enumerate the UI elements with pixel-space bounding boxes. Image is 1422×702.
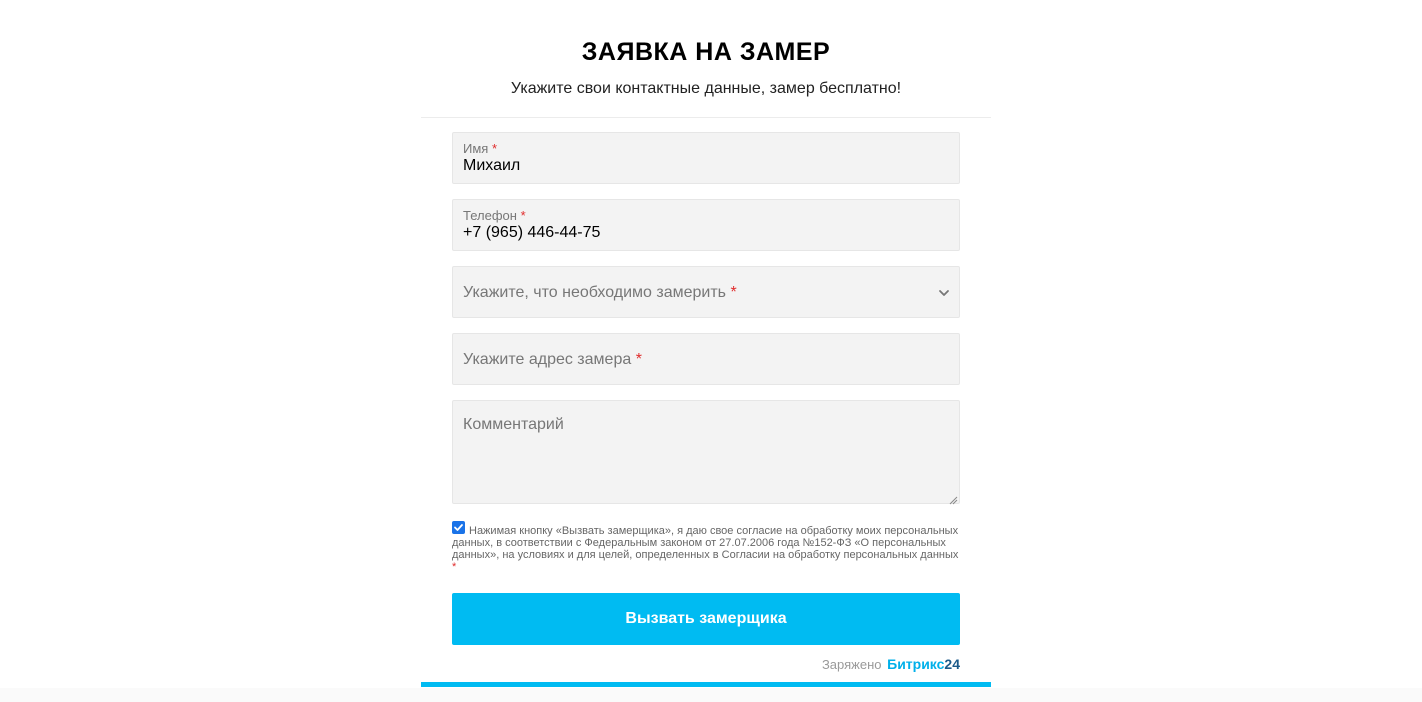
phone-field-label: Телефон * [463, 208, 526, 223]
consent-text: Нажимая кнопку «Вызвать замерщика», я даю свое согласие на обработку моих персональных данных, в соответствии с Федеральным законом от 27.07.2006 года №152-ФЗ «О персональных данных», на условиях и для целей, определенных в Согласии на обработку персональных данных * [452, 525, 959, 573]
measure-type-select[interactable] [452, 266, 960, 318]
form-title: ЗАЯВКА НА ЗАМЕР [581, 38, 831, 66]
consent-block [452, 521, 960, 573]
chevron-down-icon[interactable] [938, 286, 950, 298]
comment-textarea[interactable] [452, 400, 960, 504]
name-field-value[interactable]: Михаил [463, 157, 521, 174]
accent-bar [421, 682, 991, 687]
form-header [421, 0, 991, 118]
form-subtitle: Укажите свои контактные данные, замер бесплатно! [510, 80, 902, 97]
page-footer-shade [0, 688, 1422, 702]
required-mark: * [491, 141, 498, 156]
submit-button[interactable]: Вызвать замерщика [452, 593, 960, 645]
phone-field[interactable] [452, 199, 960, 251]
phone-field-value[interactable]: +7 (965) 446-44-75 [463, 224, 601, 241]
request-form [421, 0, 991, 687]
required-mark: * [635, 351, 642, 368]
comment-placeholder: Комментарий [463, 416, 564, 433]
bitrix24-logo: Битрикс24 [887, 656, 960, 672]
measure-type-placeholder: Укажите, что необходимо замерить * [463, 284, 737, 301]
address-placeholder: Укажите адрес замера * [463, 351, 642, 368]
consent-checkbox[interactable] [452, 521, 465, 534]
required-mark: * [452, 561, 457, 573]
name-field-label: Имя * [463, 141, 498, 156]
address-field[interactable] [452, 333, 960, 385]
required-mark: * [520, 208, 526, 223]
resize-grip-icon[interactable] [948, 492, 958, 502]
required-mark: * [730, 284, 737, 301]
powered-by-prefix: Заряжено [821, 657, 882, 672]
powered-by[interactable] [822, 656, 960, 672]
name-field[interactable] [452, 132, 960, 184]
